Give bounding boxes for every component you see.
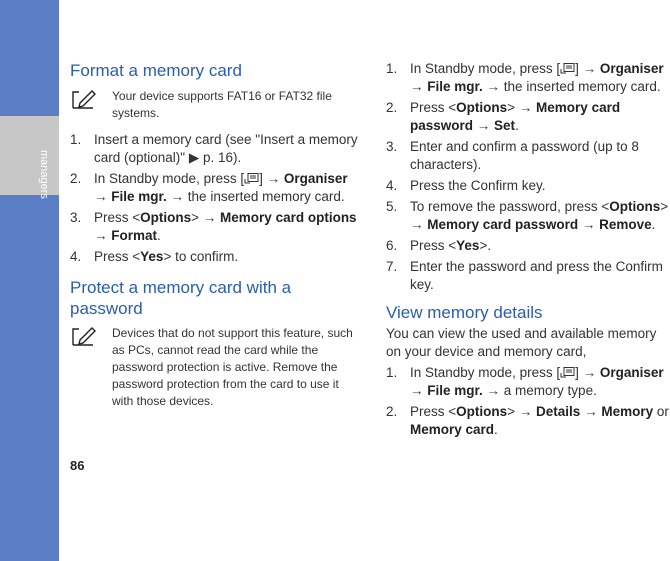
page-number: 86 xyxy=(70,458,85,473)
chapter-tab xyxy=(0,116,59,195)
list-item: 3. Enter and confirm a password (up to 8 characters). xyxy=(386,139,639,172)
list-item: 1. In Standby mode, press [ ] → Organiser → File mgr. → the inserted memory card. xyxy=(386,61,664,94)
details-intro: You can view the used and available memory on your device and memory card, xyxy=(386,326,657,359)
heading-format: Format a memory card xyxy=(70,61,242,80)
list-item: 2. Press <Options> → Memory card password → Set. xyxy=(386,100,621,133)
list-item: 4. Press the Confirm key. xyxy=(386,178,546,193)
list-item: 7. Enter the password and press the Confirm key. xyxy=(386,259,663,292)
menu-key-icon xyxy=(560,367,575,378)
list-item: 6. Press <Yes>. xyxy=(386,238,492,253)
list-item: 4. Press <Yes> to confirm. xyxy=(70,249,239,264)
chapter-label: managers xyxy=(38,150,50,199)
heading-protect: Protect a memory card with a password xyxy=(70,278,292,318)
menu-key-icon xyxy=(244,173,259,184)
note-pencil-icon xyxy=(71,325,97,347)
list-item: 2. Press <Options> → Details → Memory or Memory card. xyxy=(386,404,669,437)
menu-key-icon xyxy=(560,63,575,74)
list-item: 2. In Standby mode, press [ ] → Organiser → File mgr. → the inserted memory card. xyxy=(70,171,348,204)
side-bar xyxy=(0,0,59,561)
list-item: 1. In Standby mode, press [ ] → Organiser → File mgr. → a memory type. xyxy=(386,365,664,398)
list-item: 1. Insert a memory card (see "Insert a memory card (optional)" ▶ p. 16). xyxy=(70,132,358,165)
details-steps xyxy=(386,364,670,442)
list-item: 5. To remove the password, press <Options> → Memory card password → Remove. xyxy=(386,199,669,232)
note-format-text: Your device supports FAT16 or FAT32 file systems. xyxy=(112,89,332,120)
note-pencil-icon xyxy=(71,88,97,110)
protect-steps xyxy=(386,60,670,297)
format-steps xyxy=(70,131,358,269)
heading-details: View memory details xyxy=(386,303,543,322)
note-protect-text: Devices that do not support this feature, such as PCs, cannot read the card while the password protection is active. Remove the password protection from the card to use it with those devices. xyxy=(112,326,353,408)
list-item: 3. Press <Options> → Memory card options → Format. xyxy=(70,210,357,243)
